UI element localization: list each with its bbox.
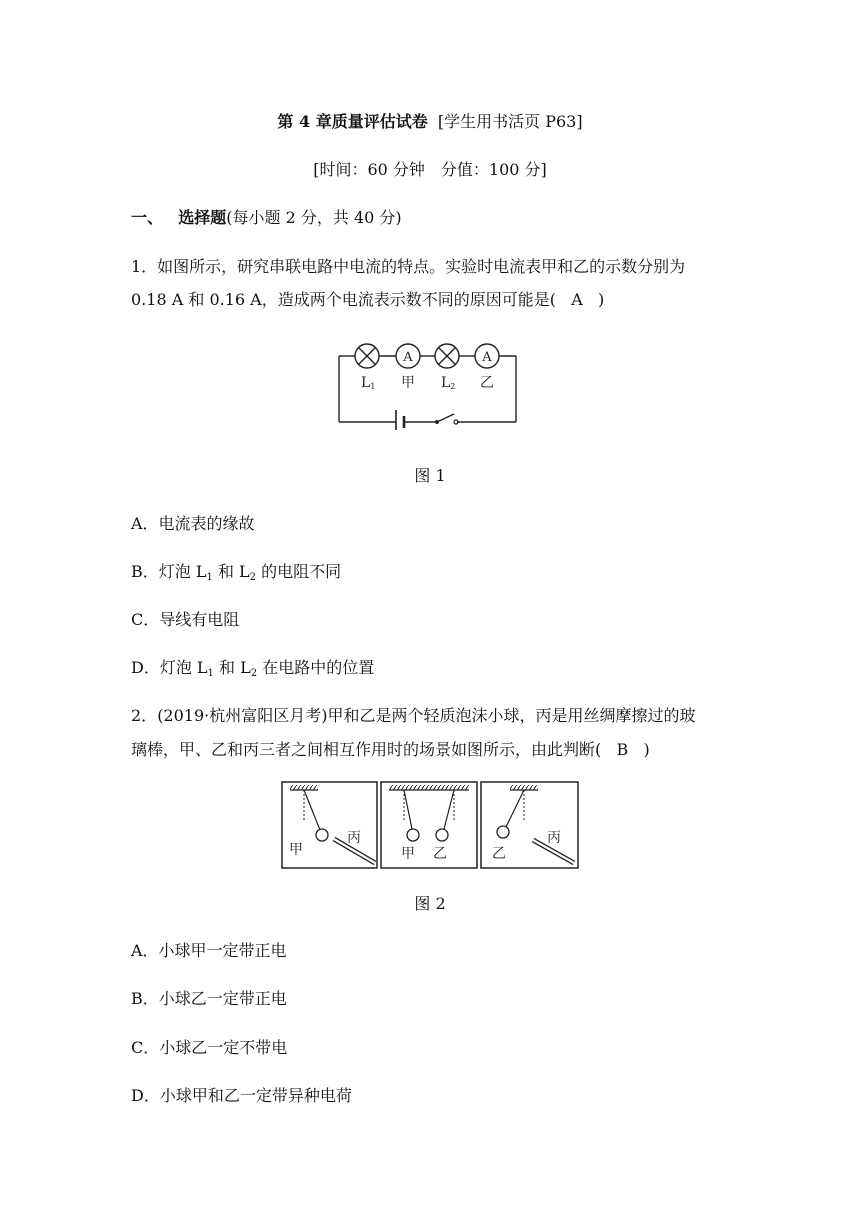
section-heading bbox=[131, 208, 402, 228]
panel-1 bbox=[282, 782, 377, 868]
q1-answer: A bbox=[571, 290, 583, 309]
q2-option-d: D．小球甲和乙一定带异种电荷 bbox=[131, 1086, 352, 1105]
title-main: 第 4 章质量评估试卷 bbox=[277, 112, 428, 131]
exam-meta: [时间：60 分钟 分值：100 分] bbox=[313, 160, 547, 179]
q1-stem-text: 0.18 A 和 0.16 A，造成两个电流表示数不同的原因可能是( bbox=[131, 290, 556, 309]
figure-1-circuit bbox=[330, 338, 526, 430]
figure-2-panels bbox=[280, 780, 580, 872]
panel-1-ball-label: 甲 bbox=[289, 842, 303, 858]
q2-close-paren: ) bbox=[643, 740, 650, 759]
lamp-l1-symbol bbox=[355, 344, 379, 368]
battery-symbol bbox=[396, 410, 404, 430]
q2-stem-text: 甲和乙是两个轻质泡沫小球，丙是用丝绸摩擦过的玻 bbox=[327, 706, 696, 725]
q2-source: (2019·杭州富阳区月考) bbox=[157, 706, 328, 725]
q1-option-c: C．导线有电阻 bbox=[131, 610, 240, 629]
q2-answer: B bbox=[616, 740, 629, 759]
ammeter-yi-letter: A bbox=[482, 350, 492, 365]
q1-stem-line1: 1．如图所示，研究串联电路中电流的特点。实验时电流表甲和乙的示数分别为 bbox=[131, 257, 686, 276]
label-yi: 乙 bbox=[480, 375, 494, 391]
ammeter-yi-symbol bbox=[475, 344, 499, 368]
switch-symbol bbox=[435, 414, 458, 424]
panel-2 bbox=[381, 782, 477, 868]
panel-2-left-label: 甲 bbox=[401, 846, 415, 862]
q1-option-a: A．电流表的缘故 bbox=[131, 514, 255, 533]
ammeter-jia-letter: A bbox=[403, 350, 413, 365]
title-reference: [学生用书活页 P63] bbox=[437, 112, 583, 131]
panel-1-rod-label: 丙 bbox=[347, 830, 361, 846]
q2-stem-line2 bbox=[131, 740, 650, 760]
panel-3-ball-label: 乙 bbox=[492, 846, 506, 862]
figure-2-caption: 图 2 bbox=[414, 894, 446, 913]
q2-stem-text-2: 璃棒，甲、乙和丙三者之间相互作用时的场景如图所示，由此判断( bbox=[131, 740, 602, 759]
page-title bbox=[0, 112, 860, 132]
section-title: 选择题 bbox=[178, 208, 227, 227]
section-note: (每小题 2 分，共 40 分) bbox=[226, 208, 402, 227]
q2-option-a: A．小球甲一定带正电 bbox=[131, 941, 287, 960]
section-number: 一、 bbox=[131, 208, 164, 227]
label-jia: 甲 bbox=[401, 375, 415, 391]
panel-2-right-label: 乙 bbox=[433, 846, 447, 862]
q2-number: 2． bbox=[131, 706, 158, 725]
label-l1: L1 bbox=[361, 375, 376, 391]
q1-close-paren: ) bbox=[598, 290, 605, 309]
ammeter-jia-symbol bbox=[396, 344, 420, 368]
q1-option-d: D．灯泡 $L_1$ 和 $L_2$ 在电路中的位置 bbox=[131, 658, 375, 679]
figure-1-caption: 图 1 bbox=[414, 466, 446, 485]
panel-3-rod-label: 丙 bbox=[547, 830, 561, 846]
q1-stem-line2 bbox=[131, 290, 604, 310]
q2-stem-line1 bbox=[131, 706, 696, 726]
q2-option-b: B．小球乙一定带正电 bbox=[131, 989, 287, 1008]
panel-3 bbox=[481, 782, 578, 868]
q2-option-c: C．小球乙一定不带电 bbox=[131, 1038, 288, 1057]
q1-option-b: B．灯泡 $L_1$ 和 $L_2$ 的电阻不同 bbox=[131, 562, 342, 583]
lamp-l2-symbol bbox=[435, 344, 459, 368]
label-l2: L2 bbox=[441, 375, 456, 391]
